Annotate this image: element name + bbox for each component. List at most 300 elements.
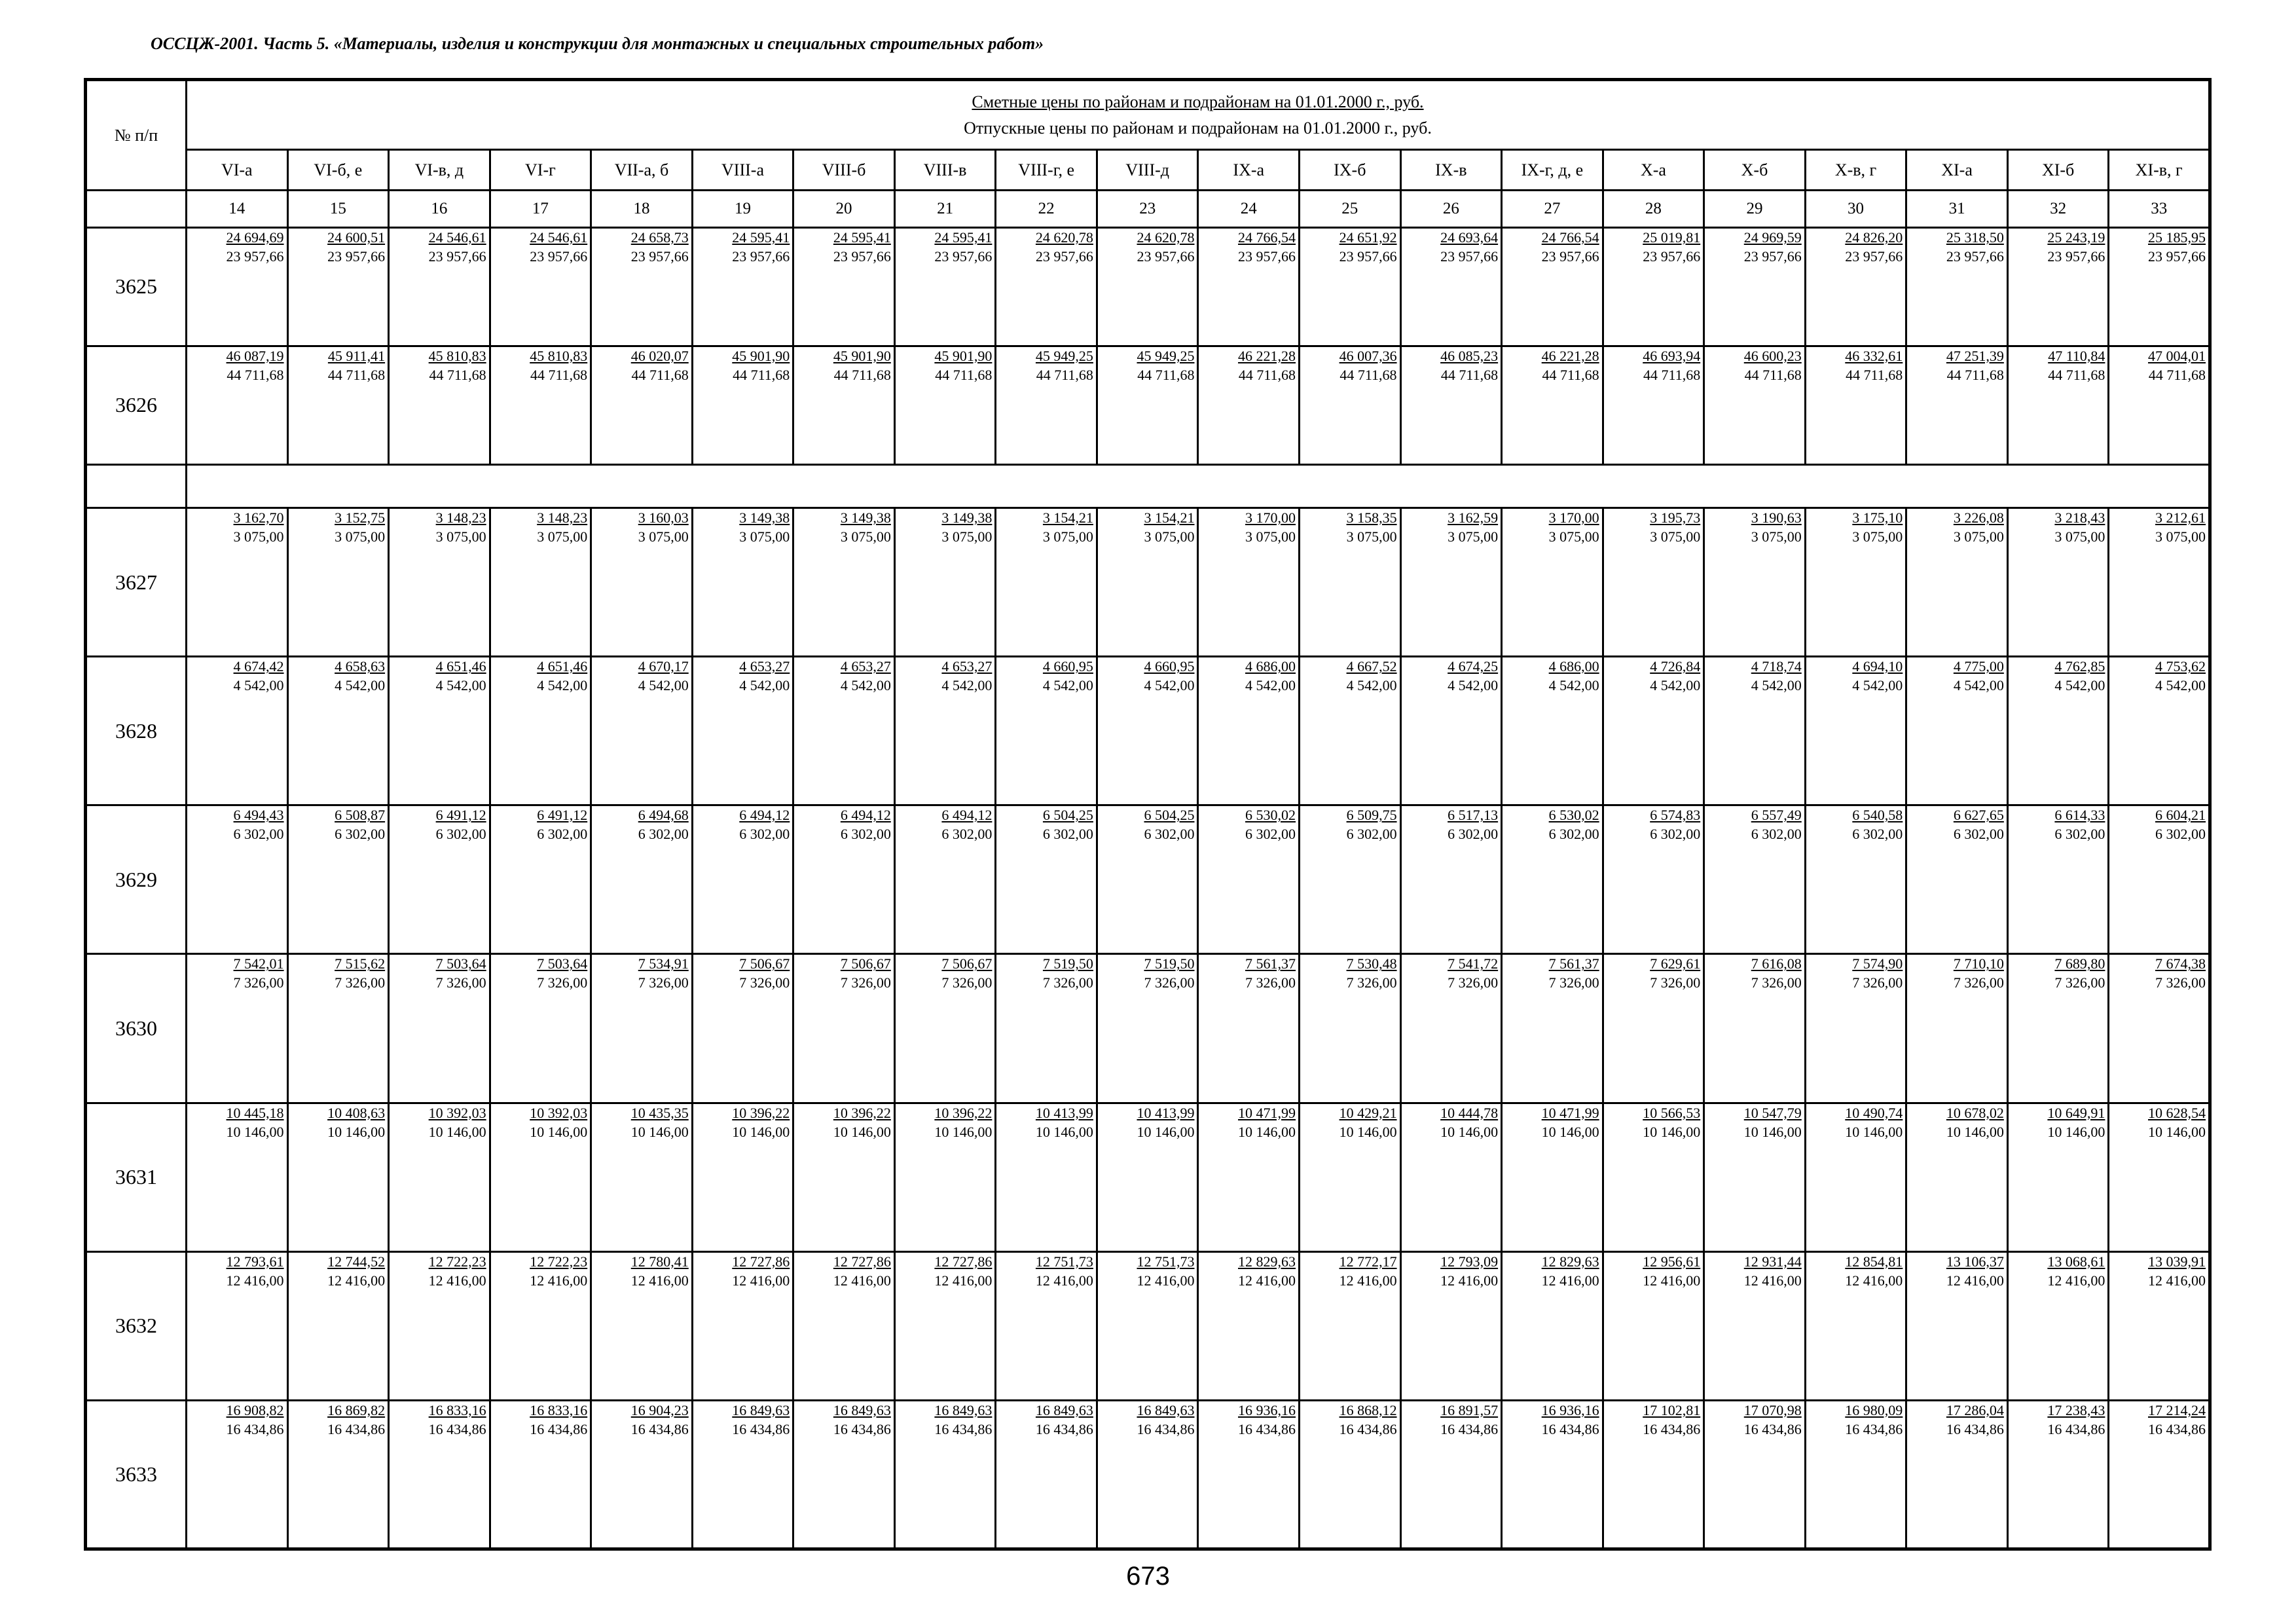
release-price: 16 434,86	[1845, 1420, 1903, 1437]
price-cell	[287, 657, 389, 805]
estimate-price: 13 106,37	[1946, 1253, 2004, 1270]
release-price: 10 146,00	[934, 1123, 993, 1140]
page-header: ОССЦЖ-2001. Часть 5. «Материалы, изделия и конструкции для монтажных и специальных строительных работ»	[151, 34, 1044, 53]
price-cell	[490, 228, 591, 346]
estimate-price: 24 766,54	[1238, 229, 1296, 246]
estimate-price: 10 628,54	[2148, 1104, 2206, 1121]
estimate-price: 10 471,99	[1238, 1104, 1296, 1121]
estimate-price: 6 508,87	[335, 807, 386, 824]
release-price: 44 711,68	[1036, 366, 1093, 383]
row-id: 3629	[86, 805, 187, 954]
district-header-row	[86, 150, 2210, 191]
release-price: 6 302,00	[638, 826, 689, 843]
price-cell	[1198, 1251, 1300, 1400]
release-price: 6 302,00	[739, 826, 790, 843]
release-price: 23 957,66	[1238, 248, 1296, 265]
estimate-price: 4 775,00	[1953, 658, 2004, 675]
price-cell	[1906, 954, 2008, 1103]
estimate-price: 4 718,74	[1751, 658, 1802, 675]
release-price: 12 416,00	[1238, 1272, 1296, 1289]
estimate-price: 46 332,61	[1845, 347, 1903, 364]
price-cell	[389, 954, 490, 1103]
price-cell	[1502, 954, 1603, 1103]
price-cell	[793, 1103, 895, 1251]
release-price: 23 957,66	[428, 248, 486, 265]
estimate-price: 6 530,02	[1245, 807, 1296, 824]
release-price: 23 957,66	[1946, 248, 2004, 265]
district-header: VI-б, е	[287, 150, 389, 191]
price-cell	[2109, 1251, 2210, 1400]
page-number: 673	[1126, 1562, 1170, 1591]
release-price: 6 302,00	[335, 826, 386, 843]
estimate-price: 45 949,25	[1035, 347, 1093, 364]
estimate-price: 10 444,78	[1440, 1104, 1499, 1121]
release-price: 12 416,00	[1137, 1272, 1195, 1289]
district-header: VI-г	[490, 150, 591, 191]
release-price: 3 075,00	[840, 528, 891, 545]
estimate-price: 3 160,03	[638, 509, 689, 526]
price-cell	[1805, 508, 1906, 657]
estimate-price: 6 574,83	[1650, 807, 1701, 824]
estimate-price: 45 901,90	[732, 347, 790, 364]
release-price: 3 075,00	[1852, 528, 1903, 545]
district-header: VIII-г, е	[996, 150, 1097, 191]
price-cell	[894, 954, 996, 1103]
table-row	[86, 1251, 2210, 1400]
release-price: 3 075,00	[335, 528, 386, 545]
estimate-price: 10 649,91	[2047, 1104, 2105, 1121]
price-cell	[1300, 1400, 1401, 1549]
price-cell	[1198, 346, 1300, 464]
price-cell	[1603, 954, 1704, 1103]
release-price: 16 434,86	[1541, 1420, 1599, 1437]
price-cell	[2109, 805, 2210, 954]
release-price: 12 416,00	[1035, 1272, 1093, 1289]
release-price: 44 711,68	[631, 366, 689, 383]
estimate-price: 46 221,28	[1238, 347, 1296, 364]
price-cell	[490, 954, 591, 1103]
release-price: 16 434,86	[226, 1420, 284, 1437]
price-cell	[1097, 346, 1198, 464]
column-number-row	[86, 191, 2210, 228]
release-price: 7 326,00	[1548, 974, 1599, 991]
district-header: IX-а	[1198, 150, 1300, 191]
price-cell	[187, 1103, 288, 1251]
estimate-price: 10 490,74	[1845, 1104, 1903, 1121]
release-price: 4 542,00	[1650, 677, 1701, 694]
district-header: XI-б	[2007, 150, 2109, 191]
price-cell	[2109, 1400, 2210, 1549]
price-cell	[1400, 1400, 1502, 1549]
release-price: 10 146,00	[1035, 1123, 1093, 1140]
price-cell	[1400, 508, 1502, 657]
table-row	[86, 346, 2210, 464]
release-price: 6 302,00	[941, 826, 993, 843]
price-cell	[187, 1251, 288, 1400]
price-cell	[1097, 228, 1198, 346]
price-cell	[1805, 228, 1906, 346]
price-cell	[1805, 1103, 1906, 1251]
release-price: 4 542,00	[1852, 677, 1903, 694]
price-cell	[1603, 346, 1704, 464]
column-number: 23	[1097, 191, 1198, 228]
price-cell	[996, 657, 1097, 805]
release-price: 7 326,00	[840, 974, 891, 991]
release-price: 23 957,66	[1440, 248, 1499, 265]
release-price: 16 434,86	[1440, 1420, 1499, 1437]
table-row	[86, 228, 2210, 346]
release-price: 7 326,00	[1650, 974, 1701, 991]
release-price: 4 542,00	[2155, 677, 2206, 694]
estimate-price: 17 102,81	[1643, 1401, 1701, 1418]
estimate-price: 45 901,90	[833, 347, 891, 364]
release-price: 6 302,00	[840, 826, 891, 843]
estimate-price: 3 162,70	[233, 509, 284, 526]
estimate-price: 45 949,25	[1137, 347, 1195, 364]
estimate-price: 46 085,23	[1440, 347, 1499, 364]
estimate-price: 46 020,07	[630, 347, 689, 364]
estimate-price: 46 221,28	[1541, 347, 1599, 364]
estimate-price: 4 653,27	[941, 658, 993, 675]
release-price: 7 326,00	[1852, 974, 1903, 991]
release-price: 10 146,00	[530, 1123, 588, 1140]
estimate-price: 6 494,68	[638, 807, 689, 824]
release-price: 12 416,00	[1440, 1272, 1499, 1289]
release-price: 6 302,00	[1548, 826, 1599, 843]
price-cell	[1805, 346, 1906, 464]
release-price: 23 957,66	[1845, 248, 1903, 265]
release-price: 10 146,00	[2148, 1123, 2206, 1140]
price-cell	[1198, 1400, 1300, 1549]
release-price: 23 957,66	[1743, 248, 1802, 265]
estimate-price: 46 007,36	[1339, 347, 1397, 364]
price-cell	[591, 805, 693, 954]
price-cell	[2109, 954, 2210, 1103]
release-price: 44 711,68	[227, 366, 284, 383]
release-price: 12 416,00	[327, 1272, 386, 1289]
row-id: 3633	[86, 1400, 187, 1549]
estimate-price: 47 004,01	[2148, 347, 2206, 364]
estimate-price: 16 891,57	[1440, 1401, 1499, 1418]
district-header: IX-г, д, е	[1502, 150, 1603, 191]
release-price: 7 326,00	[1448, 974, 1499, 991]
release-price: 16 434,86	[428, 1420, 486, 1437]
price-cell	[1300, 1103, 1401, 1251]
release-price: 23 957,66	[732, 248, 790, 265]
estimate-price: 4 653,27	[739, 658, 790, 675]
price-cell	[389, 346, 490, 464]
release-price: 23 957,66	[1339, 248, 1397, 265]
estimate-price: 6 627,65	[1953, 807, 2004, 824]
estimate-price: 16 980,09	[1845, 1401, 1903, 1418]
price-cell	[793, 228, 895, 346]
release-price: 44 711,68	[733, 366, 790, 383]
release-price: 6 302,00	[1448, 826, 1499, 843]
table-row	[86, 805, 2210, 954]
column-number: 29	[1704, 191, 1806, 228]
estimate-price: 13 068,61	[2047, 1253, 2105, 1270]
estimate-price: 24 595,41	[732, 229, 790, 246]
estimate-price: 12 829,63	[1541, 1253, 1599, 1270]
price-cell	[1400, 1251, 1502, 1400]
np-number-cell	[86, 191, 187, 228]
row-id: 3625	[86, 228, 187, 346]
price-cell	[287, 805, 389, 954]
column-number: 28	[1603, 191, 1704, 228]
estimate-price: 12 744,52	[327, 1253, 386, 1270]
release-price: 23 957,66	[2047, 248, 2105, 265]
row-id: 3626	[86, 346, 187, 464]
release-price: 23 957,66	[2148, 248, 2206, 265]
price-cell	[1603, 657, 1704, 805]
release-price: 6 302,00	[1953, 826, 2004, 843]
price-cell	[894, 228, 996, 346]
row-id: 3632	[86, 1251, 187, 1400]
price-cell	[996, 1103, 1097, 1251]
release-price: 3 075,00	[739, 528, 790, 545]
price-cell	[2007, 805, 2109, 954]
estimate-price: 7 561,37	[1548, 955, 1599, 972]
release-price: 7 326,00	[1751, 974, 1802, 991]
release-price: 12 416,00	[833, 1272, 891, 1289]
price-cell	[2007, 1400, 2109, 1549]
release-price: 44 711,68	[1339, 366, 1397, 383]
release-price: 12 416,00	[934, 1272, 993, 1289]
release-price: 4 542,00	[537, 677, 588, 694]
estimate-price: 12 854,81	[1845, 1253, 1903, 1270]
release-price: 7 326,00	[739, 974, 790, 991]
district-header: VII-а, б	[591, 150, 693, 191]
price-cell	[894, 1400, 996, 1549]
price-cell	[389, 1400, 490, 1549]
district-header: IX-б	[1300, 150, 1401, 191]
estimate-price: 6 491,12	[435, 807, 486, 824]
price-cell	[389, 657, 490, 805]
price-cell	[187, 954, 288, 1103]
price-cell	[692, 346, 793, 464]
estimate-price: 7 503,64	[435, 955, 486, 972]
separator-row	[86, 464, 2210, 507]
estimate-price: 6 517,13	[1448, 807, 1499, 824]
price-cell	[793, 954, 895, 1103]
release-price: 7 326,00	[435, 974, 486, 991]
release-price: 3 075,00	[1751, 528, 1802, 545]
price-cell	[2109, 346, 2210, 464]
estimate-price: 7 506,67	[840, 955, 891, 972]
estimate-price: 7 629,61	[1650, 955, 1701, 972]
price-cell	[1300, 228, 1401, 346]
release-price: 44 711,68	[2148, 366, 2206, 383]
estimate-price: 4 660,95	[1144, 658, 1195, 675]
estimate-price: 3 152,75	[335, 509, 386, 526]
release-price: 3 075,00	[1650, 528, 1701, 545]
district-header: IX-в	[1400, 150, 1502, 191]
price-caption	[187, 80, 2210, 150]
price-cell	[692, 1400, 793, 1549]
district-header: VIII-в	[894, 150, 996, 191]
column-number: 15	[287, 191, 389, 228]
column-number: 31	[1906, 191, 2008, 228]
estimate-price: 4 753,62	[2155, 658, 2206, 675]
release-price: 16 434,86	[1643, 1420, 1701, 1437]
price-cell	[692, 1103, 793, 1251]
price-cell	[2007, 508, 2109, 657]
release-price: 3 075,00	[638, 528, 689, 545]
estimate-price: 25 185,95	[2148, 229, 2206, 246]
price-cell	[793, 508, 895, 657]
estimate-price: 10 471,99	[1541, 1104, 1599, 1121]
price-cell	[1603, 228, 1704, 346]
column-number: 25	[1300, 191, 1401, 228]
release-price: 44 711,68	[327, 366, 386, 383]
price-cell	[1097, 1103, 1198, 1251]
release-price: 7 326,00	[941, 974, 993, 991]
price-cell	[1502, 805, 1603, 954]
price-cell	[1198, 228, 1300, 346]
price-cell	[2109, 508, 2210, 657]
estimate-price: 7 515,62	[335, 955, 386, 972]
price-cell	[793, 346, 895, 464]
release-price: 10 146,00	[1238, 1123, 1296, 1140]
price-cell	[894, 508, 996, 657]
release-price: 10 146,00	[327, 1123, 386, 1140]
estimate-price: 17 214,24	[2148, 1401, 2206, 1418]
table-row	[86, 1103, 2210, 1251]
separator-cell	[86, 464, 187, 507]
estimate-price: 4 762,85	[2054, 658, 2105, 675]
price-cell	[1906, 346, 2008, 464]
release-price: 44 711,68	[1137, 366, 1195, 383]
price-cell	[1906, 1400, 2008, 1549]
price-cell	[1502, 1103, 1603, 1251]
release-price: 4 542,00	[1346, 677, 1397, 694]
price-cell	[1198, 657, 1300, 805]
estimate-price: 16 849,63	[1137, 1401, 1195, 1418]
price-cell	[591, 228, 693, 346]
price-cell	[1603, 805, 1704, 954]
estimate-price: 4 694,10	[1852, 658, 1903, 675]
release-price: 3 075,00	[537, 528, 588, 545]
estimate-price: 6 494,43	[233, 807, 284, 824]
estimate-price: 17 238,43	[2047, 1401, 2105, 1418]
estimate-price: 16 833,16	[428, 1401, 486, 1418]
estimate-price: 6 494,12	[941, 807, 993, 824]
release-price: 4 542,00	[739, 677, 790, 694]
estimate-price: 25 243,19	[2047, 229, 2105, 246]
estimate-price: 6 540,58	[1852, 807, 1903, 824]
row-id: 3630	[86, 954, 187, 1103]
table-row	[86, 508, 2210, 657]
release-price: 10 146,00	[1643, 1123, 1701, 1140]
release-price: 4 542,00	[1042, 677, 1093, 694]
release-price: 6 302,00	[1346, 826, 1397, 843]
release-price: 4 542,00	[1953, 677, 2004, 694]
price-cell	[793, 805, 895, 954]
release-price: 4 542,00	[941, 677, 993, 694]
price-cell	[591, 1103, 693, 1251]
price-cell	[389, 1251, 490, 1400]
price-cell	[187, 346, 288, 464]
estimate-price: 10 392,03	[530, 1104, 588, 1121]
price-cell	[591, 1400, 693, 1549]
district-header: VIII-б	[793, 150, 895, 191]
release-price: 10 146,00	[2047, 1123, 2105, 1140]
estimate-price: 3 149,38	[941, 509, 993, 526]
price-cell	[894, 657, 996, 805]
estimate-price: 3 226,08	[1953, 509, 2004, 526]
release-price: 6 302,00	[1245, 826, 1296, 843]
price-cell	[692, 508, 793, 657]
price-cell	[490, 346, 591, 464]
price-cell	[1400, 954, 1502, 1103]
release-price: 6 302,00	[233, 826, 284, 843]
estimate-price: 24 595,41	[934, 229, 993, 246]
price-cell	[187, 1400, 288, 1549]
estimate-price: 4 726,84	[1650, 658, 1701, 675]
table-row	[86, 1400, 2210, 1549]
estimate-price: 24 694,69	[226, 229, 284, 246]
price-cell	[1704, 346, 1806, 464]
release-price: 3 075,00	[1144, 528, 1195, 545]
release-price: 3 075,00	[435, 528, 486, 545]
price-cell	[490, 657, 591, 805]
estimate-price: 12 722,23	[530, 1253, 588, 1270]
release-price: 23 957,66	[934, 248, 993, 265]
price-cell	[1906, 657, 2008, 805]
estimate-price: 7 530,48	[1346, 955, 1397, 972]
estimate-price: 6 614,33	[2054, 807, 2105, 824]
price-cell	[894, 805, 996, 954]
price-cell	[692, 805, 793, 954]
release-price: 23 957,66	[833, 248, 891, 265]
estimate-price: 4 674,42	[233, 658, 284, 675]
price-cell	[2007, 1251, 2109, 1400]
release-price: 23 957,66	[1035, 248, 1093, 265]
estimate-price: 24 826,20	[1845, 229, 1903, 246]
estimate-price: 16 869,82	[327, 1401, 386, 1418]
estimate-price-caption: Сметные цены по районам и подрайонам на 01.01.2000 г., руб.	[972, 92, 1424, 111]
estimate-price: 10 396,22	[732, 1104, 790, 1121]
estimate-price: 16 849,63	[732, 1401, 790, 1418]
price-cell	[1906, 508, 2008, 657]
estimate-price: 3 190,63	[1751, 509, 1802, 526]
price-cell	[187, 805, 288, 954]
estimate-price: 4 651,46	[435, 658, 486, 675]
estimate-price: 10 566,53	[1643, 1104, 1701, 1121]
estimate-price: 10 547,79	[1743, 1104, 1802, 1121]
price-cell	[187, 657, 288, 805]
price-cell	[996, 228, 1097, 346]
release-price: 12 416,00	[1743, 1272, 1802, 1289]
estimate-price: 24 969,59	[1743, 229, 1802, 246]
release-price: 4 542,00	[335, 677, 386, 694]
estimate-price: 4 667,52	[1346, 658, 1397, 675]
release-price: 16 434,86	[1035, 1420, 1093, 1437]
price-cell	[1198, 954, 1300, 1103]
release-price: 12 416,00	[1845, 1272, 1903, 1289]
price-cell	[1603, 1251, 1704, 1400]
estimate-price: 3 175,10	[1852, 509, 1903, 526]
release-price: 16 434,86	[1339, 1420, 1397, 1437]
estimate-price: 7 506,67	[941, 955, 993, 972]
estimate-price: 3 170,00	[1245, 509, 1296, 526]
price-cell	[490, 1400, 591, 1549]
price-cell	[1300, 1251, 1401, 1400]
price-cell	[1805, 1400, 1906, 1549]
release-price: 6 302,00	[1144, 826, 1195, 843]
estimate-price: 12 829,63	[1238, 1253, 1296, 1270]
release-price: 7 326,00	[1346, 974, 1397, 991]
